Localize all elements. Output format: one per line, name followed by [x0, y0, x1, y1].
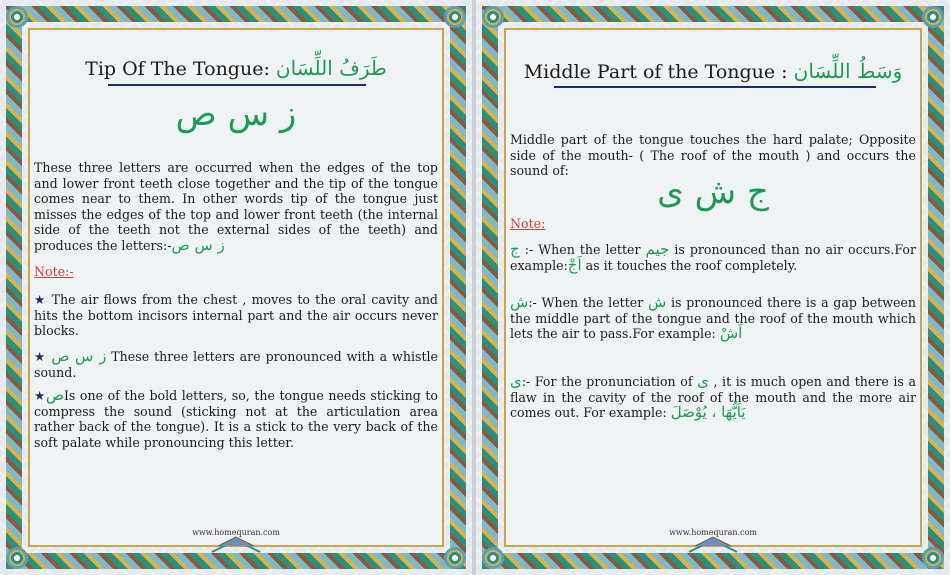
item-letter: ش — [510, 293, 529, 311]
item-text: :- For the pronunciation of — [521, 374, 693, 389]
note-text: The air flows from the chest , moves to the oral cavity and hits the bottom incisors internal part and the air occurs never blocks. — [34, 292, 438, 338]
featured-letters: ز س ص — [175, 94, 297, 134]
corner-medallion-icon — [922, 6, 944, 28]
right-content — [510, 34, 916, 541]
star-icon: ★ — [34, 349, 47, 364]
page-title — [510, 59, 916, 83]
item-letter: ج — [510, 240, 520, 258]
item-example: اَجْ — [567, 255, 582, 274]
corner-medallion-icon — [444, 547, 466, 569]
corner-medallion-icon — [482, 547, 504, 569]
note-text: Is one of the bold letters, so, the tongue needs sticking to compress the sound (sticking not at the articulation area rather back of the tongue). It is a stick to the very back of the soft palate while pronouncing this letter. — [34, 388, 439, 450]
corner-medallion-icon — [6, 6, 28, 28]
featured-letters: ج ش ی — [657, 172, 769, 212]
star-icon: ★ — [34, 388, 46, 403]
item-text: :- When the letter — [528, 295, 644, 310]
corner-medallion-icon — [444, 6, 466, 28]
letter-item — [510, 242, 916, 273]
title-arabic: وَسَطُ اللِّسَان — [793, 59, 903, 83]
note-label: Note: — [510, 216, 546, 231]
quran-stand-logo-icon — [208, 534, 264, 554]
right-page — [476, 0, 950, 575]
item-text: is pronounced than no air occurs.For example: — [510, 242, 916, 273]
footer-url: www.homequran.com — [669, 528, 757, 537]
corner-medallion-icon — [6, 547, 28, 569]
item-example: اَشْ — [719, 324, 743, 342]
intro-text: These three letters are occurred when the edges of the top and lower front teeth close together and the tip of the tongue comes near to them. In other words tip of the tongue just misses the edges of the top and lower front teeth (the internal side of the teeth not the external sides of the teeth) and produces the letters:- — [34, 160, 438, 253]
item-letter: ی — [510, 372, 522, 390]
note-label: Note:- — [34, 264, 74, 279]
page-title — [34, 56, 438, 80]
title-english: Middle Part of the Tongue : — [523, 61, 788, 83]
star-icon: ★ — [34, 292, 47, 307]
corner-medallion-icon — [922, 547, 944, 569]
intro-paragraph — [34, 160, 438, 253]
item-arabic: ش — [647, 293, 667, 311]
letter-item — [510, 295, 916, 342]
intro-letters: ز س ص — [171, 235, 225, 254]
item-example: يَاَيُّهَا ، يُوْصَلَ — [670, 403, 746, 421]
intro-paragraph: Middle part of the tongue touches the hard palate; Opposite side of the mouth- ( The roof of the mouth ) and occurs the sound of: — [510, 132, 916, 178]
note-letters: ز س ص — [51, 347, 107, 365]
quran-stand-logo-icon — [685, 534, 741, 554]
item-text: as it touches the roof completely. — [585, 257, 798, 273]
title-arabic: طَرَفُ اللِّسَان — [275, 56, 387, 80]
item-arabic: جیم — [645, 240, 670, 258]
item-text: :- When the letter — [524, 242, 641, 257]
note-letters: ص — [45, 386, 64, 404]
left-page — [0, 0, 472, 575]
note-item — [34, 388, 438, 450]
title-underline — [554, 86, 876, 88]
note-item — [34, 349, 438, 380]
item-text: , it is much open and there is a flaw in the cavity of the roof of the mouth and the more air comes out. For example: — [510, 374, 916, 420]
note-item — [34, 292, 438, 339]
item-text: is pronounced there is a gap between the middle part of the tongue and the roof of the mouth which lets the air to pass.For example: — [510, 295, 916, 341]
footer-url: www.homequran.com — [192, 528, 280, 537]
corner-medallion-icon — [482, 6, 504, 28]
title-english: Tip Of The Tongue: — [85, 58, 270, 80]
note-text: These three letters are pronounced with a whistle sound. — [34, 349, 438, 380]
item-arabic: ی — [697, 372, 709, 390]
title-underline — [108, 84, 366, 86]
letter-item — [510, 374, 916, 421]
left-content — [34, 34, 438, 541]
